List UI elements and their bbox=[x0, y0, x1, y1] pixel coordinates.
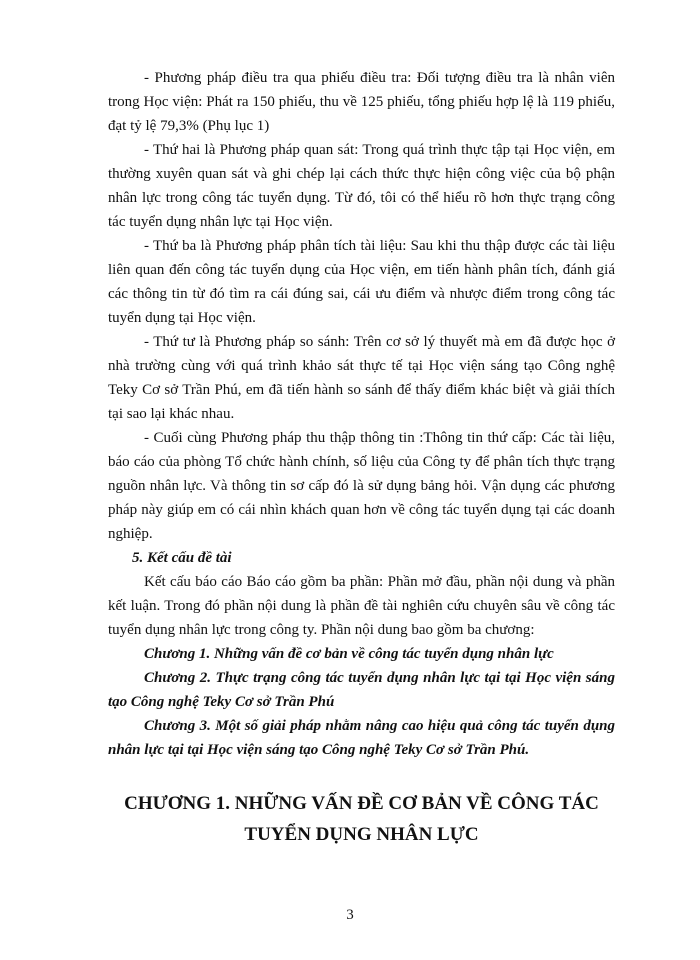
chapter-outline-item-3: Chương 3. Một số giải pháp nhằm nâng cao hiệu quả công tác tuyển dụng nhân lực tại tại Học viện sáng tạo Công nghệ Teky Cơ sở Trần Phú. bbox=[108, 718, 615, 758]
paragraph-information-collection-method: - Cuối cùng Phương pháp thu thập thông tin :Thông tin thứ cấp: Các tài liệu, báo cáo của phòng Tổ chức hành chính, số liệu của Công ty để phân tích thực trạng nguồn nhân lực. Và thông tin sơ cấp đó là sử dụng bảng hỏi. Vận dụng các phương pháp này giúp em có cái nhìn khách quan hơn về công tác tuyển dụng tại các doanh nghiệp. bbox=[108, 430, 615, 542]
paragraph-survey-method: - Phương pháp điều tra qua phiếu điều tra: Đối tượng điều tra là nhân viên trong Học viện: Phát ra 150 phiếu, thu về 125 phiếu, tổng phiếu hợp lệ là 119 phiếu, đạt tỷ lệ 79,3% (Phụ lục 1) bbox=[108, 70, 615, 134]
paragraph-comparison-method: - Thứ tư là Phương pháp so sánh: Trên cơ sở lý thuyết mà em đã được học ở nhà trường cùng với quá trình khảo sát thực tế tại Học viện sáng tạo Công nghệ Teky Cơ sở Trần Phú, em đã tiến hành so sánh để thấy điểm khác biệt và giải thích tại sao lại khác nhau. bbox=[108, 334, 615, 422]
page-body bbox=[108, 66, 615, 850]
chapter-outline-item-2: Chương 2. Thực trạng công tác tuyển dụng nhân lực tại tại Học viện sáng tạo Công nghệ Teky Cơ sở Trần Phú bbox=[108, 670, 615, 710]
chapter-outline-item-1: Chương 1. Những vấn đề cơ bản về công tác tuyển dụng nhân lực bbox=[144, 646, 554, 662]
paragraph-observation-method: - Thứ hai là Phương pháp quan sát: Trong quá trình thực tập tại Học viện, em thường xuyên quan sát và ghi chép lại cách thức thực hiện công việc của bộ phận nhân lực trong công tác tuyển dụng. Từ đó, tôi có thể hiểu rõ hơn thực trạng công tác tuyển dụng nhân lực tại Học viện. bbox=[108, 142, 615, 230]
chapter-title-line-1: CHƯƠNG 1. NHỮNG VẤN ĐỀ CƠ BẢN VỀ CÔNG TÁC bbox=[124, 793, 599, 814]
chapter-title bbox=[108, 788, 615, 850]
chapter-title-line-2: TUYỂN DỤNG NHÂN LỰC bbox=[244, 824, 479, 845]
paragraph-document-analysis-method: - Thứ ba là Phương pháp phân tích tài liệu: Sau khi thu thập được các tài liệu liên quan đến công tác tuyển dụng của Học viện, em tiến hành phân tích, đánh giá các thông tin từ đó tìm ra cái đúng sai, cái ưu điểm và nhược điểm trong công tác tuyển dụng tại Học viện. bbox=[108, 238, 615, 326]
section-heading-structure: 5. Kết cấu đề tài bbox=[132, 550, 232, 566]
page-number: 3 bbox=[346, 907, 354, 923]
paragraph-structure-intro: Kết cấu báo cáo Báo cáo gồm ba phần: Phần mở đầu, phần nội dung và phần kết luận. Trong đó phần nội dung là phần đề tài nghiên cứu chuyên sâu về công tác tuyển dụng nhân lực trong công ty. Phần nội dung bao gồm ba chương: bbox=[108, 574, 615, 638]
